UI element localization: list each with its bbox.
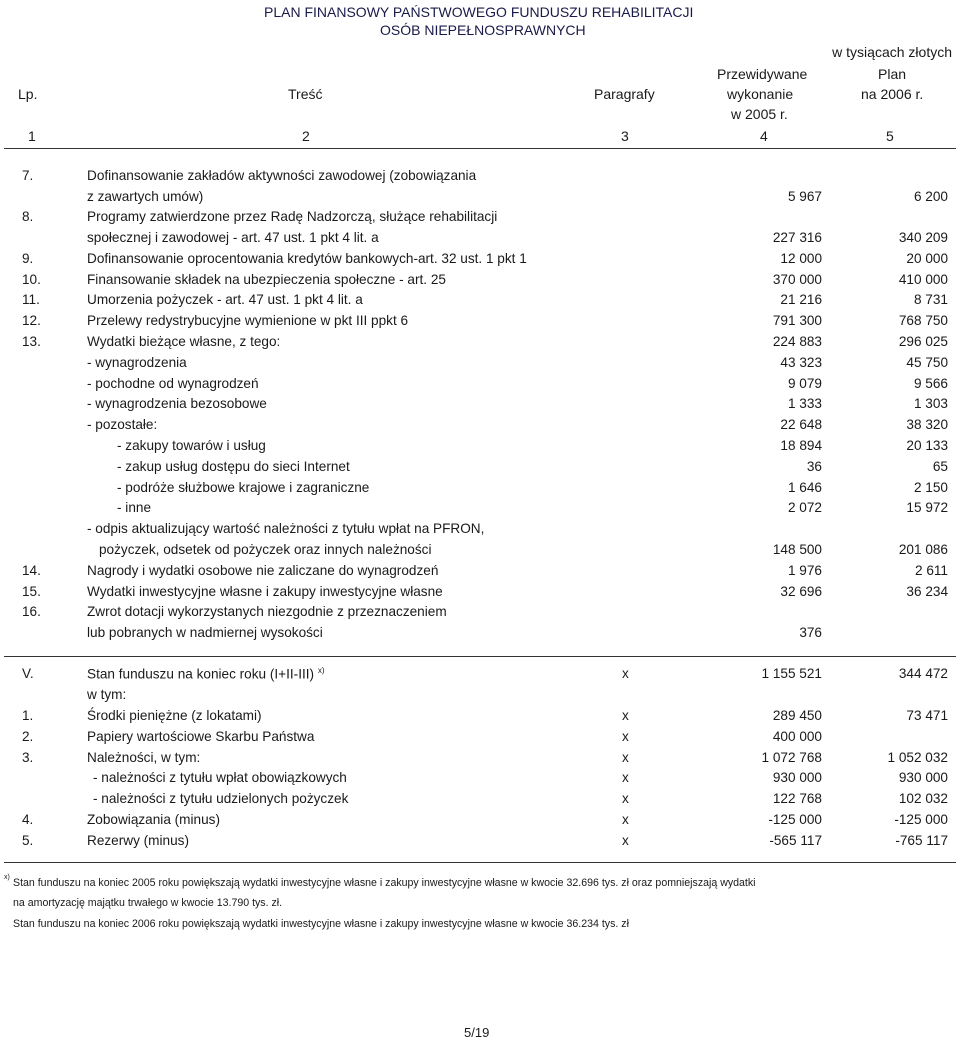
row-text: Zwrot dotacji wykorzystanych niezgodnie z przeznaczeniem bbox=[87, 604, 447, 619]
table-row bbox=[0, 500, 960, 520]
table-row bbox=[0, 521, 960, 541]
table-row bbox=[0, 189, 960, 209]
table-row bbox=[0, 604, 960, 624]
row-text: lub pobranych w nadmiernej wysokości bbox=[87, 625, 323, 640]
row-value-2005: 5 967 bbox=[787, 189, 822, 204]
table-row bbox=[0, 313, 960, 333]
row-value-2006: 36 234 bbox=[906, 584, 948, 599]
header-paragrafy: Paragrafy bbox=[594, 86, 655, 102]
table-row bbox=[0, 230, 960, 250]
row-lp: 3. bbox=[22, 750, 34, 765]
row-value-2006: 296 025 bbox=[898, 334, 948, 349]
table-row bbox=[0, 542, 960, 562]
table-row bbox=[0, 168, 960, 188]
row-lp: 9. bbox=[22, 251, 34, 266]
row-text: Należności, w tym: bbox=[87, 750, 201, 765]
table-row bbox=[0, 480, 960, 500]
row-value-2005: 1 072 768 bbox=[761, 750, 822, 765]
row-value-2006: 8 731 bbox=[913, 292, 948, 307]
table-row bbox=[0, 729, 960, 749]
row-value-2006: 410 000 bbox=[898, 272, 948, 287]
row-paragraf: x bbox=[622, 750, 629, 765]
row-value-2006: 201 086 bbox=[898, 542, 948, 557]
row-paragraf: x bbox=[622, 708, 629, 723]
row-value-2005: 2 072 bbox=[787, 500, 822, 515]
table-row bbox=[0, 376, 960, 396]
row-text: Rezerwy (minus) bbox=[87, 833, 189, 848]
row-value-2005: 122 768 bbox=[772, 791, 822, 806]
row-value-2006: 340 209 bbox=[898, 230, 948, 245]
row-value-2005: 32 696 bbox=[780, 584, 822, 599]
row-text: - zakup usług dostępu do sieci Internet bbox=[117, 459, 350, 474]
row-lp: 11. bbox=[22, 292, 40, 307]
table-row bbox=[0, 584, 960, 604]
row-value-2006: 65 bbox=[932, 459, 948, 474]
row-value-2006: 1 052 032 bbox=[887, 750, 948, 765]
header-wykonanie: wykonanie bbox=[727, 86, 794, 102]
row-paragraf: x bbox=[622, 812, 629, 827]
row-text bbox=[87, 666, 325, 682]
row-value-2005: 370 000 bbox=[772, 272, 822, 287]
table-row bbox=[0, 334, 960, 354]
row-value-2005: 18 894 bbox=[780, 438, 822, 453]
row-value-2006: 6 200 bbox=[913, 189, 948, 204]
table-row bbox=[0, 292, 960, 312]
row-lp: 4. bbox=[22, 812, 34, 827]
row-text: Zobowiązania (minus) bbox=[87, 812, 220, 827]
row-lp: 13. bbox=[22, 334, 41, 349]
col-number-3: 3 bbox=[621, 128, 629, 144]
table-row bbox=[0, 417, 960, 437]
row-value-2006: -765 117 bbox=[895, 833, 948, 848]
row-paragraf: x bbox=[622, 729, 629, 744]
row-text: Wydatki bieżące własne, z tego: bbox=[87, 334, 281, 349]
row-lp: 8. bbox=[22, 209, 34, 224]
unit-note: w tysiącach złotych bbox=[832, 44, 952, 60]
row-text: - inne bbox=[117, 500, 152, 515]
page-number: 5/19 bbox=[464, 1025, 490, 1040]
row-value-2005: 1 333 bbox=[787, 396, 822, 411]
row-lp: V. bbox=[22, 666, 34, 681]
header-przewidywane: Przewidywane bbox=[717, 66, 808, 82]
header-year-2005: w 2005 r. bbox=[731, 106, 788, 122]
row-value-2005: 791 300 bbox=[772, 313, 822, 328]
table-row bbox=[0, 251, 960, 271]
table-row bbox=[0, 355, 960, 375]
row-value-2006: 344 472 bbox=[898, 666, 948, 681]
row-value-2006: 45 750 bbox=[906, 355, 948, 370]
row-value-2005: 289 450 bbox=[772, 708, 822, 723]
row-value-2006: 930 000 bbox=[898, 770, 948, 785]
table-row bbox=[0, 770, 960, 790]
col-number-1: 1 bbox=[28, 128, 36, 144]
row-text: - należności z tytułu wpłat obowiązkowych bbox=[93, 770, 347, 785]
row-value-2005: 148 500 bbox=[772, 542, 822, 557]
footnote-mark: x) bbox=[4, 874, 10, 881]
row-value-2006: 20 000 bbox=[906, 251, 948, 266]
row-value-2006: 20 133 bbox=[906, 438, 948, 453]
table-row bbox=[0, 625, 960, 645]
row-value-2006: 73 471 bbox=[906, 708, 948, 723]
row-lp: 10. bbox=[22, 272, 41, 287]
row-value-2005: 21 216 bbox=[780, 292, 822, 307]
header-plan: Plan bbox=[878, 66, 907, 82]
header-tresc: Treść bbox=[288, 86, 323, 102]
row-value-2005: 22 648 bbox=[780, 417, 822, 432]
row-value-2006: -125 000 bbox=[894, 812, 948, 827]
footnote-line2: na amortyzację majątku trwałego w kwocie 13.790 tys. zł. bbox=[13, 897, 283, 909]
row-text: Przelewy redystrybucyjne wymienione w pkt III ppkt 6 bbox=[87, 313, 409, 328]
row-paragraf: x bbox=[622, 666, 629, 681]
row-lp: 7. bbox=[22, 168, 34, 183]
row-lp: 15. bbox=[22, 584, 41, 599]
row-value-2006: 102 032 bbox=[898, 791, 948, 806]
row-value-2005: 1 155 521 bbox=[761, 666, 822, 681]
table-row bbox=[0, 563, 960, 583]
table-row bbox=[0, 833, 960, 853]
footnote-line3: Stan funduszu na koniec 2006 roku powiększają wydatki inwestycyjne własne i zakupy inwestycyjne własne w kwocie 36.234 tys. zł bbox=[13, 918, 629, 930]
row-text: Papiery wartościowe Skarbu Państwa bbox=[87, 729, 315, 744]
footnote-divider bbox=[4, 862, 956, 863]
row-value-2005: 36 bbox=[806, 459, 822, 474]
row-text: Finansowanie składek na ubezpieczenia społeczne - art. 25 bbox=[87, 272, 446, 287]
col-number-5: 5 bbox=[886, 128, 894, 144]
row-value-2006: 768 750 bbox=[898, 313, 948, 328]
row-value-2006: 2 611 bbox=[914, 563, 948, 578]
row-value-2005: 930 000 bbox=[772, 770, 822, 785]
row-text: - wynagrodzenia bbox=[87, 355, 187, 370]
table-row bbox=[0, 396, 960, 416]
table-row bbox=[0, 708, 960, 728]
row-text: pożyczek, odsetek od pożyczek oraz innych należności bbox=[99, 542, 432, 557]
row-lp: 14. bbox=[22, 563, 41, 578]
table-row bbox=[0, 750, 960, 770]
row-text: Dofinansowanie zakładów aktywności zawodowej (zobowiązania bbox=[87, 168, 477, 183]
row-value-2005: 1 646 bbox=[787, 480, 822, 495]
row-text: - wynagrodzenia bezosobowe bbox=[87, 396, 267, 411]
row-lp: 16. bbox=[22, 604, 41, 619]
row-text: z zawartych umów) bbox=[87, 189, 204, 204]
row-text: Środki pieniężne (z lokatami) bbox=[87, 708, 262, 723]
table-row bbox=[0, 791, 960, 811]
table-row bbox=[0, 209, 960, 229]
row-lp: 5. bbox=[22, 833, 34, 848]
row-text: Dofinansowanie oprocentowania kredytów bankowych-art. 32 ust. 1 pkt 1 bbox=[87, 251, 527, 266]
row-value-2005: 376 bbox=[799, 625, 822, 640]
col-number-4: 4 bbox=[760, 128, 768, 144]
row-value-2005: 400 000 bbox=[772, 729, 822, 744]
row-value-2005: -125 000 bbox=[768, 812, 822, 827]
row-value-2005: 227 316 bbox=[772, 230, 822, 245]
header-year-2006: na 2006 r. bbox=[861, 86, 924, 102]
row-value-2005: -565 117 bbox=[769, 833, 822, 848]
table-row bbox=[0, 687, 960, 707]
row-value-2005: 12 000 bbox=[780, 251, 822, 266]
section-divider bbox=[4, 656, 956, 657]
row-lp: 12. bbox=[22, 313, 41, 328]
row-value-2006: 15 972 bbox=[906, 500, 948, 515]
page-title-line2: OSÓB NIEPEŁNOSPRAWNYCH bbox=[380, 22, 586, 38]
table-row bbox=[0, 459, 960, 479]
row-text-main: Stan funduszu na koniec roku (I+II-III) bbox=[87, 666, 315, 682]
row-value-2005: 224 883 bbox=[772, 334, 822, 349]
row-text: Nagrody i wydatki osobowe nie zaliczane do wynagrodzeń bbox=[87, 563, 439, 578]
header-divider bbox=[4, 148, 956, 149]
row-value-2005: 9 079 bbox=[787, 376, 822, 391]
row-lp: 1. bbox=[22, 708, 34, 723]
row-lp: 2. bbox=[22, 729, 34, 744]
row-text: społecznej i zawodowej - art. 47 ust. 1 pkt 4 lit. a bbox=[87, 230, 379, 245]
row-text: - pozostałe: bbox=[87, 417, 158, 432]
table-row bbox=[0, 438, 960, 458]
row-value-2005: 43 323 bbox=[780, 355, 822, 370]
table-row bbox=[0, 666, 960, 686]
row-paragraf: x bbox=[622, 791, 629, 806]
col-number-2: 2 bbox=[302, 128, 310, 144]
row-value-2006: 2 150 bbox=[913, 480, 948, 495]
row-text: Wydatki inwestycyjne własne i zakupy inwestycyjne własne bbox=[87, 584, 443, 599]
row-text: - odpis aktualizujący wartość należności z tytułu wpłat na PFRON, bbox=[87, 521, 485, 536]
footnote-ref: x) bbox=[317, 666, 325, 675]
row-value-2006: 1 303 bbox=[913, 396, 948, 411]
row-text: Umorzenia pożyczek - art. 47 ust. 1 pkt 4 lit. a bbox=[87, 292, 363, 307]
row-value-2006: 9 566 bbox=[913, 376, 948, 391]
row-text: - pochodne od wynagrodzeń bbox=[87, 376, 259, 391]
row-paragraf: x bbox=[622, 770, 629, 785]
row-paragraf: x bbox=[622, 833, 629, 848]
row-value-2006: 38 320 bbox=[906, 417, 948, 432]
header-lp: Lp. bbox=[18, 86, 38, 102]
row-text: - podróże służbowe krajowe i zagraniczne bbox=[117, 480, 370, 495]
footnote-line1: Stan funduszu na koniec 2005 roku powiększają wydatki inwestycyjne własne i zakupy inwestycyjne własne w kwocie 32.696 tys. zł oraz pomniejszają wydatki bbox=[13, 877, 756, 889]
row-text: w tym: bbox=[87, 687, 127, 702]
row-text: Programy zatwierdzone przez Radę Nadzorczą, służące rehabilitacji bbox=[87, 209, 498, 224]
row-text: - należności z tytułu udzielonych pożyczek bbox=[93, 791, 349, 806]
table-row bbox=[0, 812, 960, 832]
row-text: - zakupy towarów i usług bbox=[117, 438, 266, 453]
table-row bbox=[0, 272, 960, 292]
page-title-line1: PLAN FINANSOWY PAŃSTWOWEGO FUNDUSZU REHABILITACJI bbox=[264, 4, 694, 20]
row-value-2005: 1 976 bbox=[787, 563, 822, 578]
